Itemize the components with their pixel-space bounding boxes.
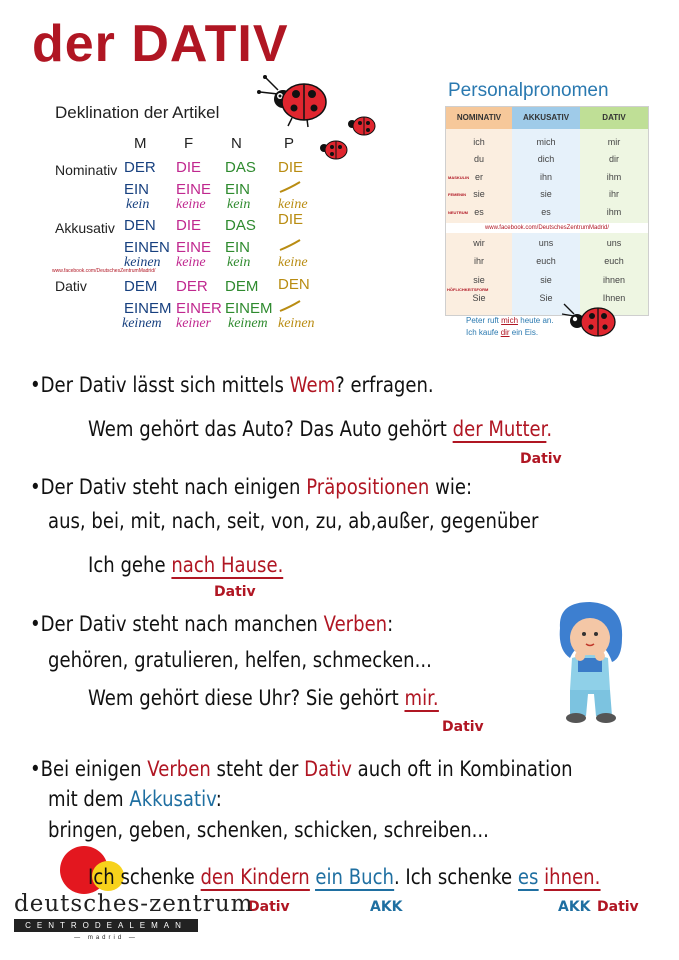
logo-band: CENTRODEALEMAN: [14, 919, 198, 932]
dat-indef-p-slash: [278, 299, 302, 313]
nom-indef-n: EIN: [225, 181, 251, 198]
dat-indef-n: EINEM: [225, 300, 273, 317]
facebook-note: www.facebook.com/DeutschesZentrumMadrid/: [52, 268, 156, 274]
pp-example-1: Peter ruft mich heute an.: [466, 316, 554, 325]
col-m: M: [134, 135, 147, 152]
dat-def-f: DER: [176, 278, 208, 295]
example-1: Wem gehört das Auto? Das Auto gehört der Mutter.: [88, 417, 553, 441]
case-dativ: Dativ: [55, 278, 87, 294]
col-f: F: [184, 135, 194, 152]
nom-neg-m: kein: [126, 197, 150, 212]
verb-list-2: bringen, geben, schenken, schicken, schreiben...: [48, 818, 489, 842]
akk-indef-m: EINEN: [124, 239, 170, 256]
note-akk-4a: AKK: [370, 899, 403, 915]
example-4: Ich schenke den Kindern ein Buch. Ich schenke es ihnen.: [88, 865, 601, 889]
nom-def-p: DIE: [278, 159, 304, 176]
nom-indef-m: EIN: [124, 181, 150, 198]
pp-head-akkusativ: AKKUSATIV: [512, 107, 580, 129]
nom-def-f: DIE: [176, 159, 202, 176]
dat-neg-f: keiner: [176, 316, 211, 331]
dat-neg-n: keinem: [228, 316, 268, 331]
note-dativ-3: Dativ: [442, 719, 484, 735]
nom-indef-f: EINE: [176, 181, 212, 198]
example-3: Wem gehört diese Uhr? Sie gehört mir.: [88, 686, 439, 710]
ladybug-icon: [252, 72, 387, 162]
col-p: P: [284, 135, 295, 152]
rule-1: •Der Dativ lässt sich mittels Wem? erfragen.: [30, 373, 434, 397]
deutsches-zentrum-logo: [14, 893, 253, 941]
preposition-list: aus, bei, mit, nach, seit, von, zu, ab,außer, gegenüber: [48, 509, 539, 533]
rule-4: •Bei einigen Verben steht der Dativ auch oft in Kombination: [30, 757, 573, 781]
ladybug-icon: [560, 298, 620, 346]
akk-def-m: DEN: [124, 217, 156, 234]
nom-neg-p: keine: [278, 197, 308, 212]
logo-name: deutsches-zentrum: [14, 891, 254, 917]
ladybug-small-2: [320, 141, 347, 159]
col-n: N: [231, 135, 242, 152]
note-dativ-4a: Dativ: [248, 899, 290, 915]
ladybug-large: [257, 75, 326, 127]
dat-neg-m: keinem: [122, 316, 162, 331]
rule-3: •Der Dativ steht nach manchen Verben:: [30, 612, 394, 636]
akk-neg-n: kein: [227, 255, 251, 270]
rule-2: •Der Dativ steht nach einigen Präpositionen wie:: [30, 475, 473, 499]
case-akkusativ: Akkusativ: [55, 220, 115, 236]
ladybug-small-1: [348, 117, 375, 135]
child-illustration: [550, 598, 632, 726]
note-akk-4b: AKK: [558, 899, 591, 915]
nom-def-m: DER: [124, 159, 156, 176]
verb-list: gehören, gratulieren, helfen, schmecken...: [48, 648, 432, 672]
pp-head-nominativ: NOMINATIV: [446, 107, 512, 129]
example-2: Ich gehe nach Hause.: [88, 553, 284, 577]
akk-neg-p: keine: [278, 255, 308, 270]
dat-def-m: DEM: [124, 278, 158, 295]
dat-neg-p: keinen: [278, 316, 315, 331]
note-dativ-1: Dativ: [520, 451, 562, 467]
akk-indef-n: EIN: [225, 239, 251, 256]
nom-def-n: DAS: [225, 159, 256, 176]
personalpronomen-title: Personalpronomen: [448, 80, 609, 101]
dat-def-n: DEM: [225, 278, 259, 295]
akk-def-p: DIE: [278, 211, 304, 228]
dat-indef-f: EINER: [176, 300, 222, 317]
personalpronomen-table: NOMINATIV AKKUSATIV DATIV ich mich mir du dich dir MASKULIN er ihn ihm FEMENIN sie sie ihr NEUTRUM es es ihm www.facebook.com/DeutschesZentrumMadrid/ wir uns uns ihr euch euch sie sie ihnen HÖFLICHKEITSFORM Sie Sie Ihnen: [445, 106, 649, 316]
page-title: der DATIV: [32, 15, 289, 73]
pp-link: www.facebook.com/DeutschesZentrumMadrid/: [446, 223, 648, 233]
note-dativ-2: Dativ: [214, 584, 256, 600]
akk-def-f: DIE: [176, 217, 202, 234]
akk-neg-f: keine: [176, 255, 206, 270]
nom-neg-f: keine: [176, 197, 206, 212]
akk-neg-m: keinen: [124, 255, 161, 270]
rule-4-line-2: mit dem Akkusativ:: [48, 787, 222, 811]
deklination-heading: Deklination der Artikel: [55, 103, 220, 122]
akk-def-n: DAS: [225, 217, 256, 234]
case-nominativ: Nominativ: [55, 162, 118, 178]
pp-example-2: Ich kaufe dir ein Eis.: [466, 328, 539, 337]
pp-head-dativ: DATIV: [580, 107, 648, 129]
nom-neg-n: kein: [227, 197, 251, 212]
akk-indef-p-slash: [278, 238, 302, 252]
dat-def-p: DEN: [278, 276, 310, 293]
logo-city: — madrid —: [74, 935, 138, 941]
akk-indef-f: EINE: [176, 239, 212, 256]
nom-indef-p-slash: [278, 180, 302, 194]
dat-indef-m: EINEM: [124, 300, 172, 317]
note-dativ-4b: Dativ: [597, 899, 639, 915]
